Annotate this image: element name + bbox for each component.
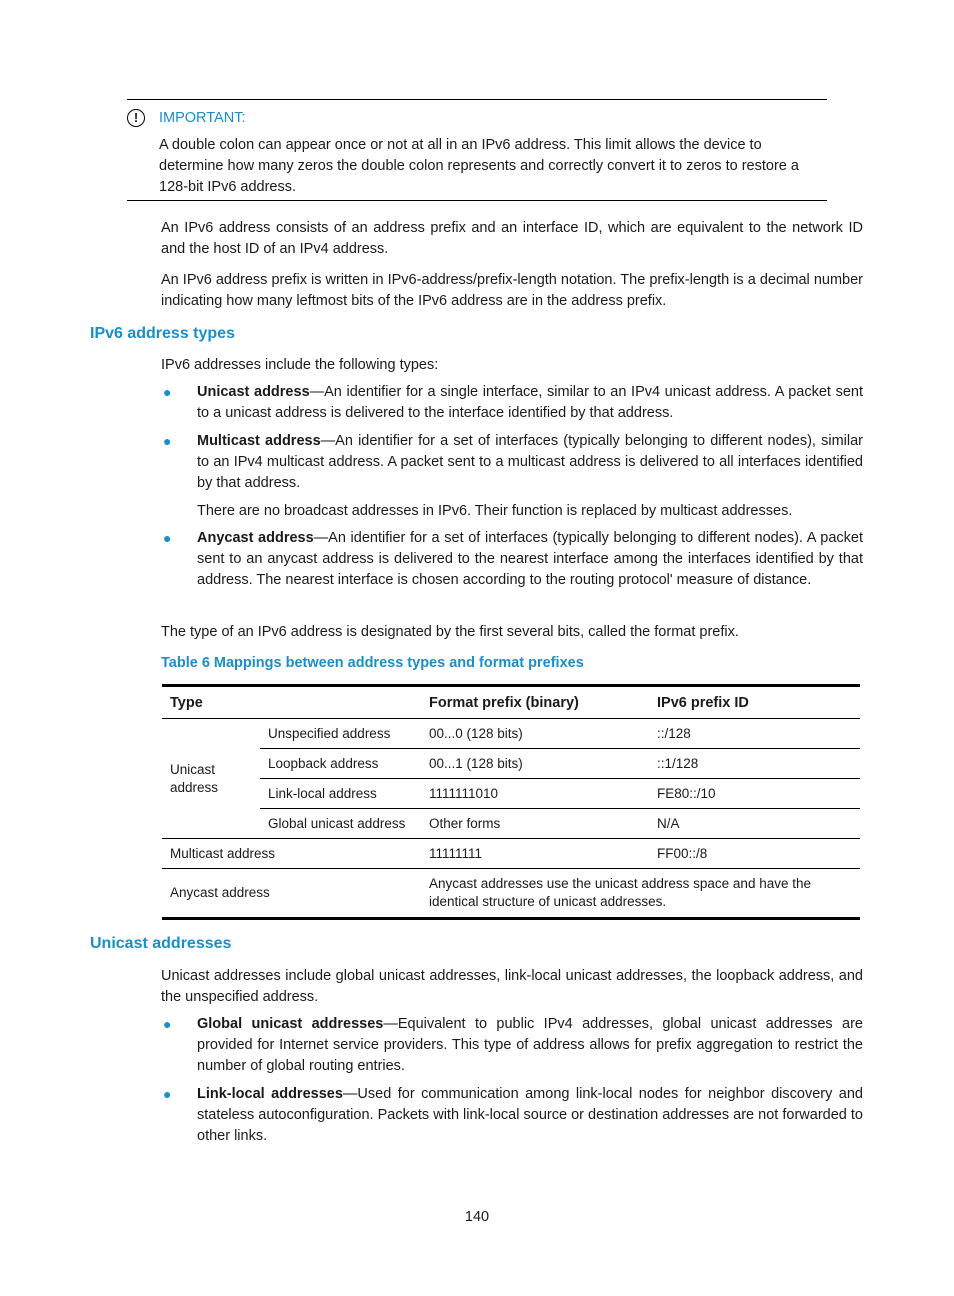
table-cell: ::1/128 (649, 749, 860, 779)
table-cell: Multicast address (162, 839, 421, 869)
important-label: IMPORTANT: (159, 110, 246, 126)
types-lead: IPv6 addresses include the following types: (161, 357, 439, 373)
table-row (162, 839, 860, 869)
bullet-icon: ● (163, 433, 172, 449)
table-header-row (162, 686, 860, 719)
table-cell: Anycast address (162, 869, 421, 919)
format-prefix-paragraph: The type of an IPv6 address is designated by the first several bits, called the format prefix. (161, 624, 739, 640)
table-cell: Global unicast address (260, 809, 421, 839)
table-row (162, 749, 860, 779)
section-heading-address-types: IPv6 address types (90, 325, 235, 342)
bullet-global-unicast: Global unicast addresses—Equivalent to public IPv4 addresses, global unicast addresses are provided for Internet service providers. This type of address allows for prefix aggregation to restrict the number of global routing entries. (197, 1016, 863, 1074)
table-cell: 1111111010 (421, 779, 649, 809)
intro-paragraph-2: An IPv6 address prefix is written in IPv6-address/prefix-length notation. The prefix-length is a decimal number indicating how many leftmost bits of the IPv6 address are in the address prefix. (161, 272, 863, 309)
table-cell: 11111111 (421, 839, 649, 869)
table-row (162, 809, 860, 839)
header-type: Type (162, 686, 421, 719)
table-cell: Link-local address (260, 779, 421, 809)
table-cell: Anycast addresses use the unicast address space and have the identical structure of unicast addresses. (421, 869, 860, 919)
table-caption: Table 6 Mappings between address types and format prefixes (161, 655, 584, 671)
unicast-group-label: Unicast address (162, 719, 260, 839)
intro-paragraph-1: An IPv6 address consists of an address prefix and an interface ID, which are equivalent to the network ID and the host ID of an IPv4 address. (161, 220, 863, 257)
bullet-multicast: Multicast address—An identifier for a set of interfaces (typically belonging to different nodes), similar to an IPv4 multicast address. A packet sent to a multicast address is delivered to all interfaces identified by that address. (197, 433, 863, 491)
table-row (162, 719, 860, 749)
bullet-unicast: Unicast address—An identifier for a single interface, similar to an IPv4 unicast address. A packet sent to a unicast address is delivered to the interface identified by that address. (197, 384, 863, 421)
bullet-icon: ● (163, 1086, 172, 1102)
address-type-table (162, 684, 860, 920)
table-cell: Unspecified address (260, 719, 421, 749)
bullet-link-local: Link-local addresses—Used for communication among link-local nodes for neighbor discovery and stateless autoconfiguration. Packets with link-local source or destination addresses are not forwarded to other links. (197, 1086, 863, 1144)
section-heading-unicast: Unicast addresses (90, 935, 232, 952)
header-prefix-id: IPv6 prefix ID (649, 686, 860, 719)
bullet-anycast: Anycast address—An identifier for a set of interfaces (typically belonging to different nodes). A packet sent to an anycast address is delivered to the nearest interface among the interfaces identified by that address. The nearest interface is chosen according to the routing protocol' measure of distance. (197, 530, 863, 588)
table-cell: 00...1 (128 bits) (421, 749, 649, 779)
important-text: A double colon can appear once or not at all in an IPv6 address. This limit allows the device to determine how many zeros the double colon represents and correctly convert it to zeros to restore a 128-bit IPv6 address. (159, 137, 799, 195)
unicast-lead: Unicast addresses include global unicast addresses, link-local unicast addresses, the loopback address, and the unspecified address. (161, 968, 863, 1005)
broadcast-note: There are no broadcast addresses in IPv6. Their function is replaced by multicast addresses. (197, 503, 793, 519)
important-note (127, 99, 827, 201)
table-cell: N/A (649, 809, 860, 839)
table-cell: Other forms (421, 809, 649, 839)
bullet-icon: ● (163, 1016, 172, 1032)
exclamation-icon: ! (127, 109, 145, 127)
table-cell: 00...0 (128 bits) (421, 719, 649, 749)
table-cell: Loopback address (260, 749, 421, 779)
table-cell: FE80::/10 (649, 779, 860, 809)
table-row (162, 869, 860, 919)
bullet-icon: ● (163, 384, 172, 400)
page-number: 140 (464, 1209, 490, 1225)
bullet-icon: ● (163, 530, 172, 546)
table-cell: FF00::/8 (649, 839, 860, 869)
header-format-prefix: Format prefix (binary) (421, 686, 649, 719)
table-cell: ::/128 (649, 719, 860, 749)
table-row (162, 779, 860, 809)
